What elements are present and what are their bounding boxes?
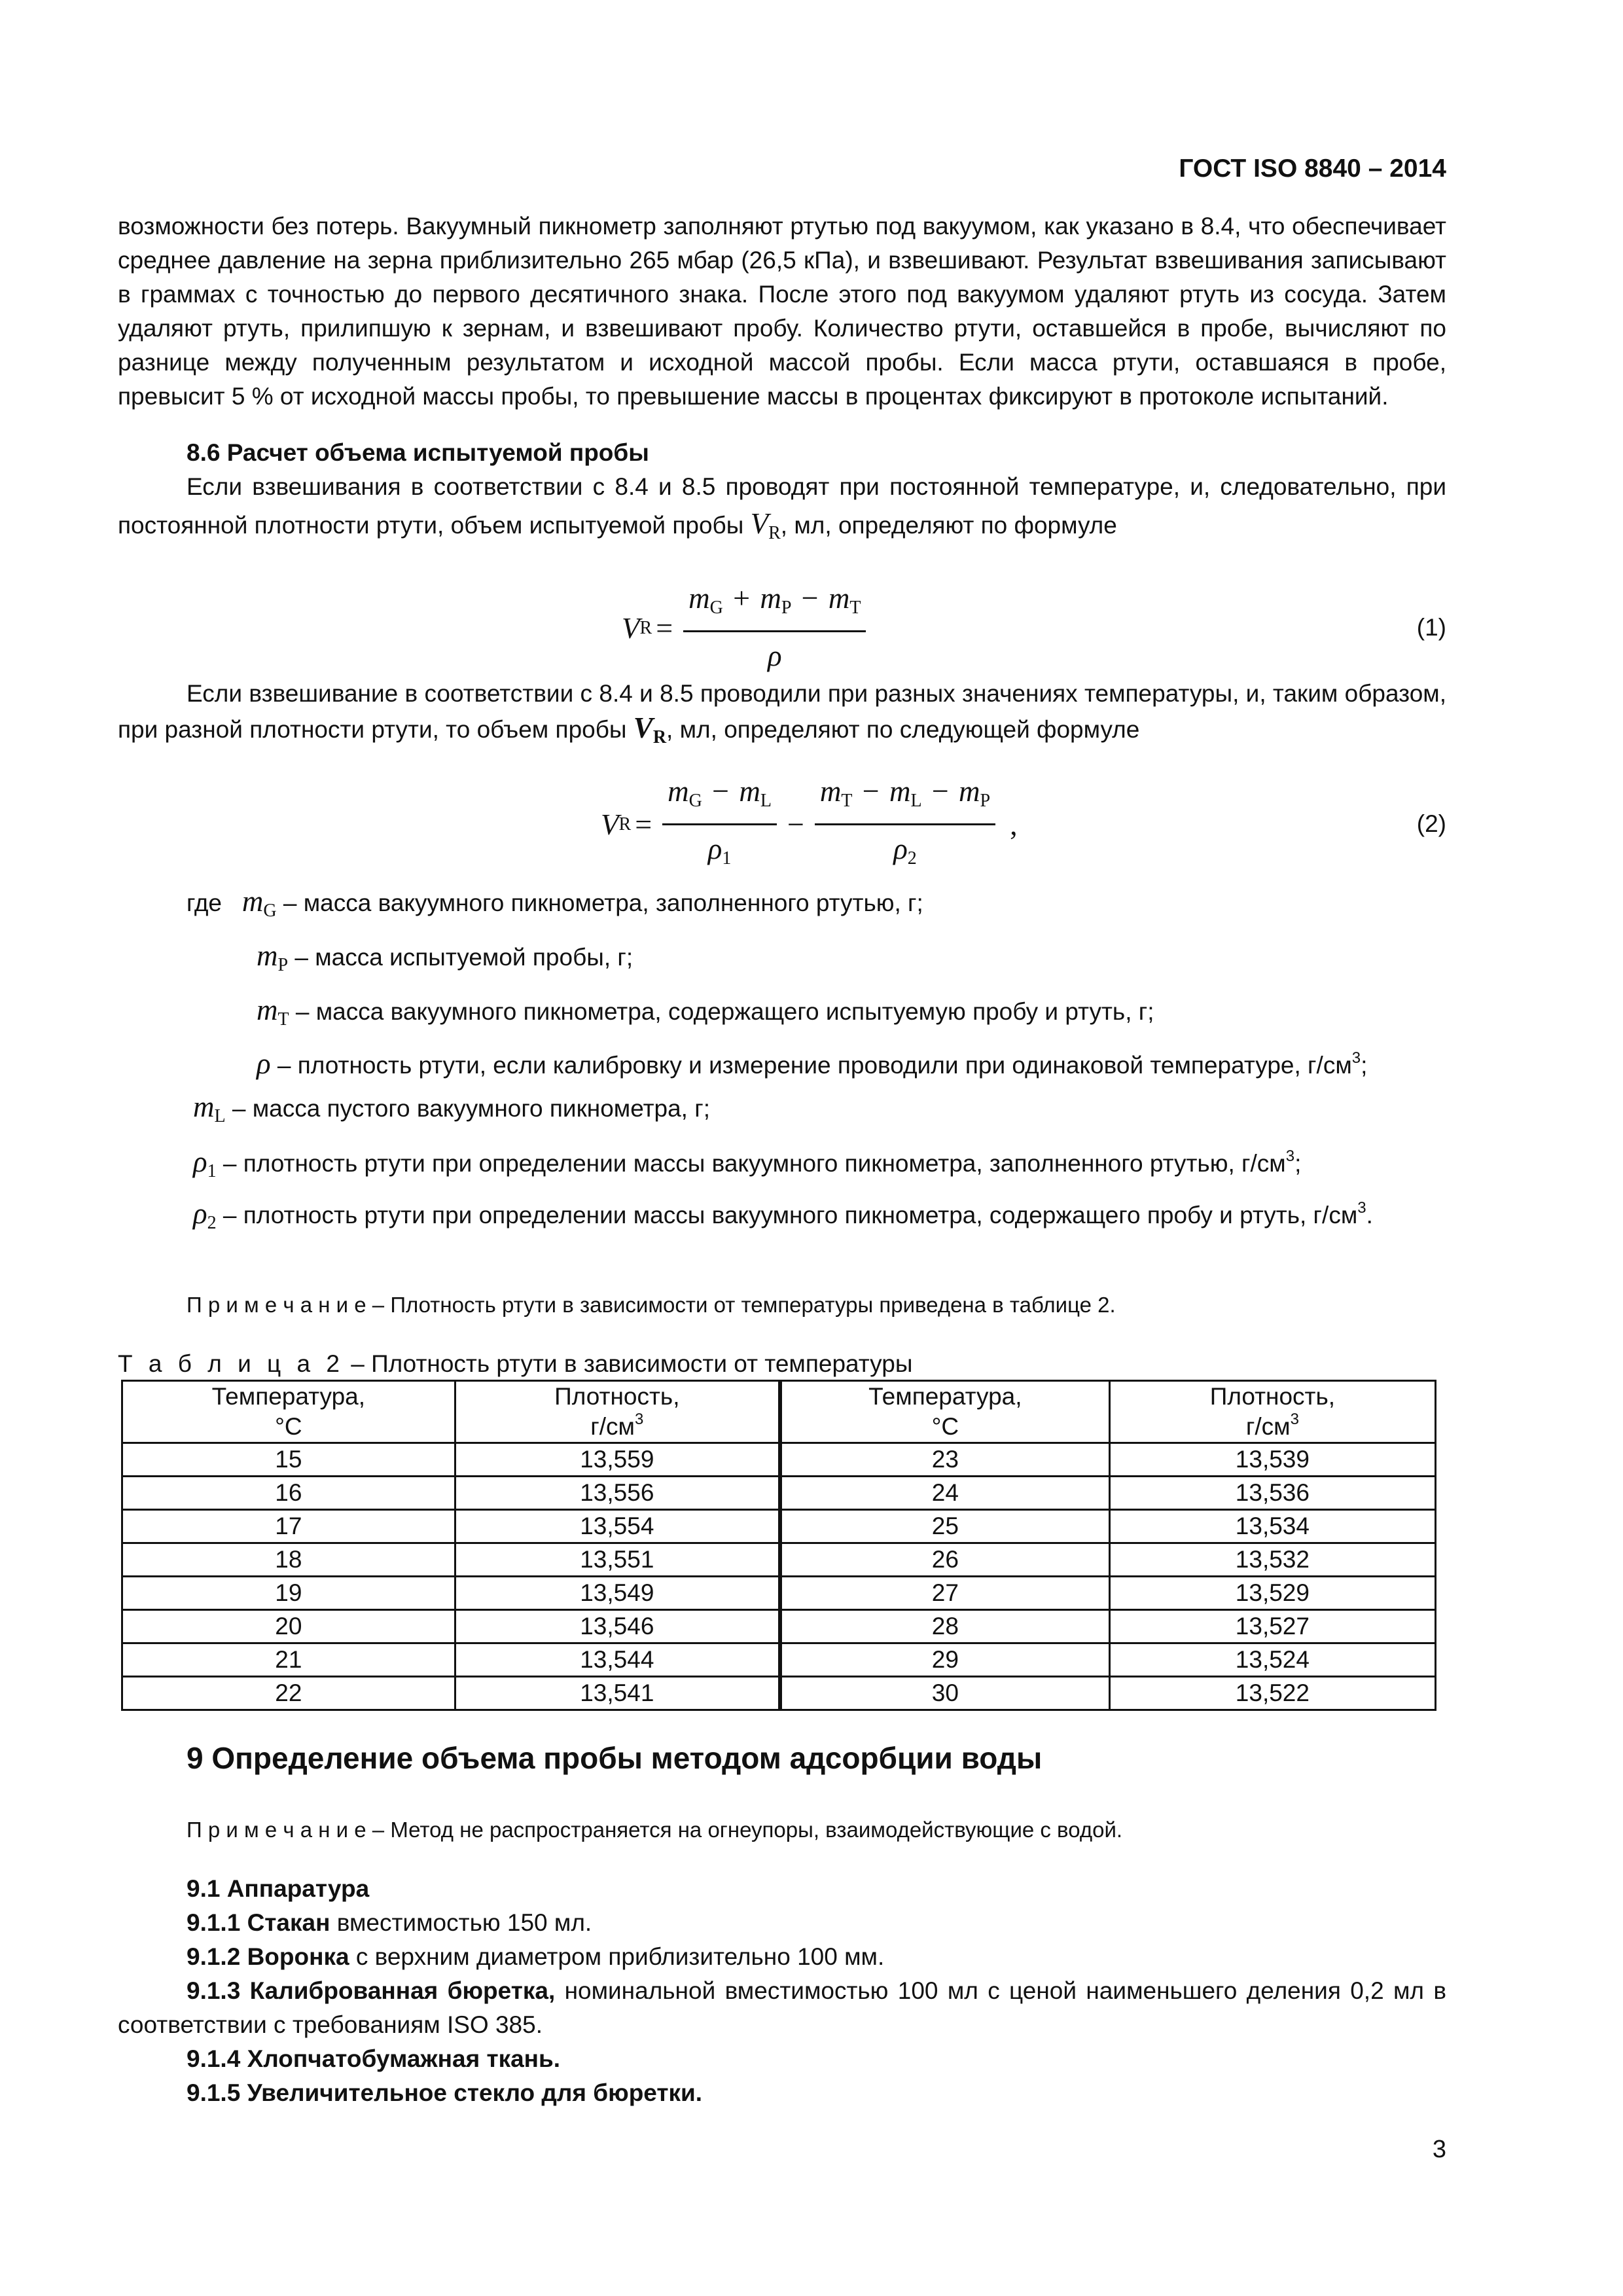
table-cell: 13,559 <box>455 1443 780 1477</box>
item-9-1-5: 9.1.5 Увеличительное стекло для бюретки. <box>187 2079 703 2106</box>
section-9-1-title: 9.1 Аппаратура <box>187 1875 370 1902</box>
table-cell: 13,539 <box>1109 1443 1435 1477</box>
header-density: Плотность, $г/см^3$ <box>455 1381 780 1443</box>
symbol-legend <box>118 879 1446 1242</box>
item-9-1-2: 9.1.2 Воронка с верхним диаметром приблизительно 100 мм. <box>187 1943 885 1970</box>
table-cell: 13,554 <box>455 1510 780 1543</box>
table-cell: 26 <box>780 1543 1109 1577</box>
table-cell: 13,524 <box>1109 1643 1435 1677</box>
section-9-1-list <box>118 1872 1446 2110</box>
table-cell: 13,529 <box>1109 1577 1435 1610</box>
doc-header: ГОСТ ISO 8840 – 2014 <box>1179 154 1446 183</box>
note-method-scope: П р и м е ч а н и е – Метод не распространяется на огнеупоры, взаимодействующие с водой. <box>187 1818 1123 1842</box>
section-8-6-title: 8.6 Расчет объема испытуемой пробы <box>187 439 649 466</box>
table-row <box>122 1677 1436 1710</box>
table-cell: 18 <box>122 1543 455 1577</box>
paragraph-8-6: Если взвешивания в соответствии с 8.4 и 8.5 проводят при постоянной температуре, и, следовательно, при постоянной плотности ртути, объем испытуемой пробы $V_R$, мл, определяют по формуле <box>118 473 1446 543</box>
table-cell: 27 <box>780 1577 1109 1610</box>
paragraph-continuation: возможности без потерь. Вакуумный пикнометр заполняют ртутью под вакуумом, как указано в 8.4, что обеспечивает среднее давление на зерна приблизительно 265 мбар (26,5 кПа), и взвешивают. Результат взвешивания записывают в граммах с точностью до первого десятичного знака. После этого под вакуумом удаляют ртуть из сосуда. Затем удаляют ртуть, прилипшую к зернам, и взвешивают пробу. Количество ртути, оставшейся в пробе, вычисляют по разнице между полученным результатом и исходной массой пробы. Если масса ртути, оставшаяся в пробе, превысит 5 % от исходной массы пробы, то превышение массы в процентах фиксируют в протоколе испытаний. <box>118 213 1446 410</box>
table-row <box>122 1443 1436 1477</box>
paragraph-formula-2-intro: Если взвешивание в соответствии с 8.4 и 8.5 проводили при разных значениях температуры, и, таким образом, при разной плотности ртути, то объем пробы $V_R$, мл, определяют по следующей формуле <box>118 680 1446 747</box>
table-cell: 15 <box>122 1443 455 1477</box>
fraction-2a: $\frac{m_G - m_L}{\rho_1}$ <box>662 772 777 878</box>
legend-mT: $m_T$ – масса вакуумного пикнометра, содержащего испытуемую пробу и ртуть, г; <box>257 994 1154 1030</box>
formula-2: V R = $\frac{m_G - m_L}{\rho_1}$ − $\frac{m_T - m_L - m_P}{\rho_2}$ , (2) <box>118 776 1446 874</box>
page-number: 3 <box>1432 2136 1446 2163</box>
note-table-reference: П р и м е ч а н и е – Плотность ртути в зависимости от температуры приведена в таблице 2. <box>187 1293 1116 1317</box>
table-cell: 20 <box>122 1610 455 1643</box>
table-cell: 13,544 <box>455 1643 780 1677</box>
header-temperature: Температура, °С <box>122 1381 455 1443</box>
fraction-2b: $\frac{m_T - m_L - m_P}{\rho_2}$ <box>815 772 995 878</box>
item-9-1-1: 9.1.1 Стакан вместимостью 150 мл. <box>187 1909 592 1936</box>
equation-number-1: (1) <box>1416 614 1446 641</box>
header-temperature: Температура, °С <box>780 1381 1109 1443</box>
table-header-row <box>122 1381 1436 1443</box>
table-cell: 29 <box>780 1643 1109 1677</box>
table-cell: 13,527 <box>1109 1610 1435 1643</box>
table-cell: 13,549 <box>455 1577 780 1610</box>
table-cell: 16 <box>122 1477 455 1510</box>
table-row <box>122 1577 1436 1610</box>
table-cell: 23 <box>780 1443 1109 1477</box>
table-cell: 13,546 <box>455 1610 780 1643</box>
item-9-1-4: 9.1.4 Хлопчатобумажная ткань. <box>187 2045 561 2072</box>
table-cell: 22 <box>122 1677 455 1710</box>
legend-mG: где $m_G$ – масса вакуумного пикнометра, заполненного ртутью, г; <box>187 885 923 921</box>
table-cell: 13,534 <box>1109 1510 1435 1543</box>
table-row <box>122 1610 1436 1643</box>
table-row <box>122 1543 1436 1577</box>
table-cell: 24 <box>780 1477 1109 1510</box>
symbol-v: V <box>750 507 769 540</box>
legend-rho: ρ – плотность ртути, если калибровку и измерение проводили при одинаковой температуре, $г/см^3$; <box>257 1047 1368 1080</box>
mercury-density-table <box>121 1380 1436 1711</box>
section-9-title: 9 Определение объема пробы методом адсорбции воды <box>187 1741 1043 1775</box>
table-row <box>122 1643 1436 1677</box>
table-cell: 21 <box>122 1643 455 1677</box>
document-page <box>118 0 1446 2296</box>
table-cell: 13,522 <box>1109 1677 1435 1710</box>
table-cell: 13,556 <box>455 1477 780 1510</box>
table-row <box>122 1477 1436 1510</box>
table-caption: Т а б л и ц а 2 – Плотность ртути в зависимости от температуры <box>118 1350 913 1377</box>
table-row <box>122 1510 1436 1543</box>
item-9-1-3: 9.1.3 Калиброванная бюретка, номинальной вместимостью 100 мл с ценой наименьшего деления 0,2 мл в соответствии с требованиям ISO 385. <box>118 1977 1447 2038</box>
legend-mL: $m_L$ – масса пустого вакуумного пикнометра, г; <box>193 1090 711 1126</box>
table-cell: 28 <box>780 1610 1109 1643</box>
table-cell: 13,551 <box>455 1543 780 1577</box>
header-density: Плотность, $г/см^3$ <box>1109 1381 1435 1443</box>
formula-1: V R = $\frac{m_G + m_P - m_T}{\rho}$ (1) <box>118 579 1446 677</box>
fraction-1: $\frac{m_G + m_P - m_T}{\rho}$ <box>683 579 866 678</box>
equation-number-2: (2) <box>1416 810 1446 837</box>
legend-mP: $m_P$ – масса испытуемой пробы, г; <box>257 939 633 975</box>
table-cell: 13,541 <box>455 1677 780 1710</box>
table-cell: 13,536 <box>1109 1477 1435 1510</box>
table-cell: 30 <box>780 1677 1109 1710</box>
table-cell: 17 <box>122 1510 455 1543</box>
table-cell: 25 <box>780 1510 1109 1543</box>
legend-rho1: $\rho_1$ – плотность ртути при определении массы вакуумного пикнометра, заполненного ртутью, $г/см^3$; <box>193 1145 1302 1181</box>
legend-rho2: $\rho_2$ – плотность ртути при определении массы вакуумного пикнометра, содержащего пробу и ртуть, $г/см^3$. <box>193 1197 1373 1233</box>
table-cell: 13,532 <box>1109 1543 1435 1577</box>
table-body <box>122 1443 1436 1710</box>
table-cell: 19 <box>122 1577 455 1610</box>
